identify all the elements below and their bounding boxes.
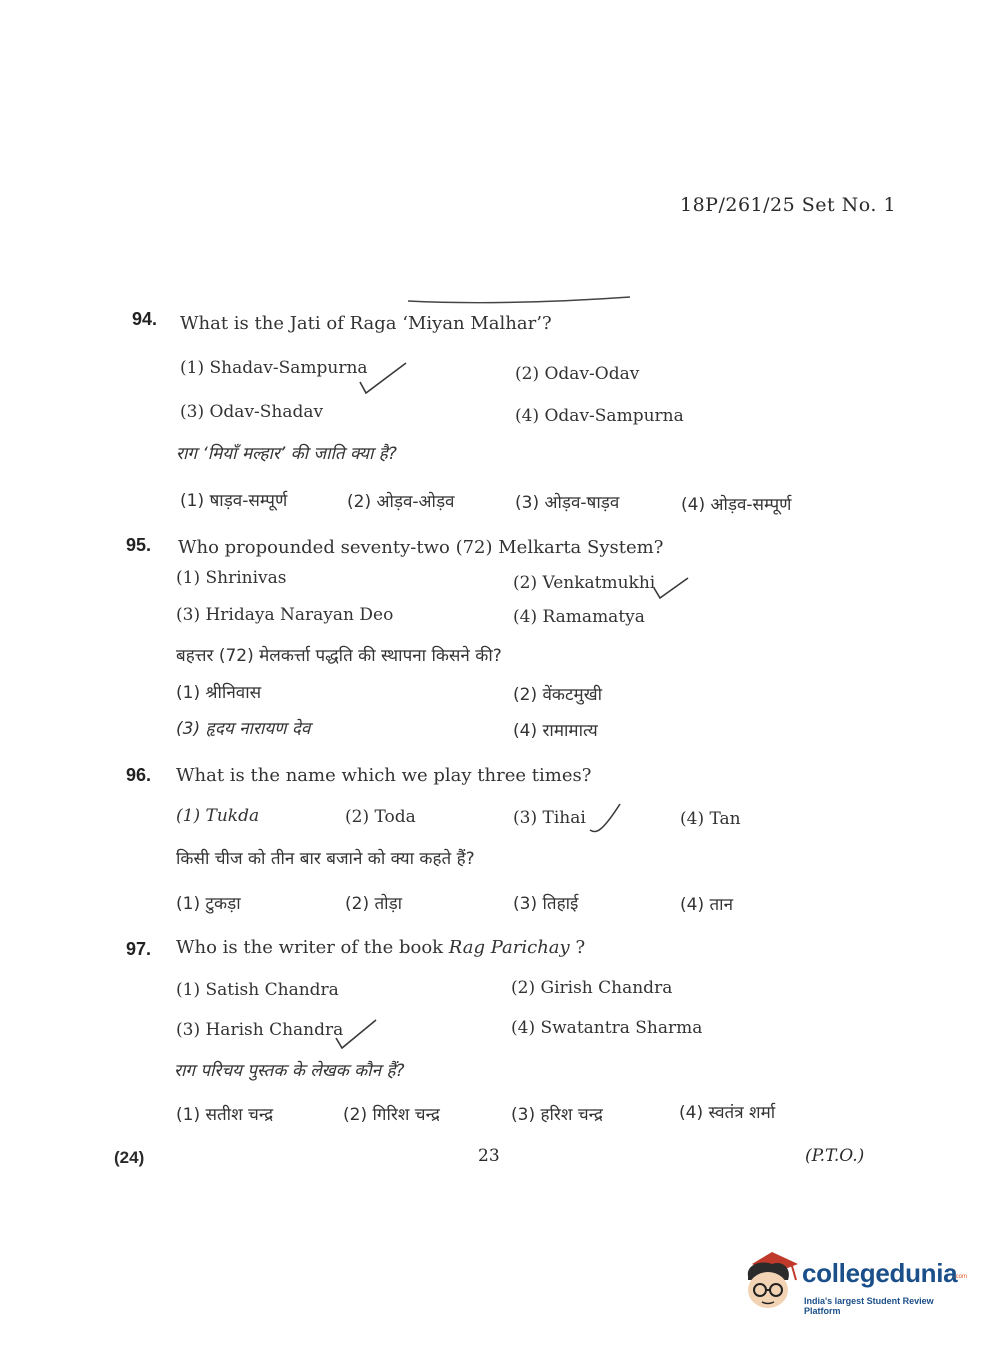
hindi-question-text: राग परिचय पुस्तक के लेखक कौन हैं? (174, 1061, 405, 1081)
page-number: 23 (478, 1146, 500, 1166)
brand-name: collegedunia (802, 1258, 958, 1288)
brand-tagline: India's largest Student Review Platform (804, 1296, 934, 1316)
hindi-option-4: (4) रामामात्य (513, 721, 598, 741)
question-number: 95. (126, 535, 152, 555)
tick-mark-icon (650, 574, 690, 604)
hindi-option-1: (1) षाड़व-सम्पूर्ण (180, 491, 288, 511)
hindi-option-2: (2) गिरिश चन्द्र (343, 1105, 440, 1125)
option-4: (4) Swatantra Sharma (511, 1018, 703, 1038)
option-4: (4) Odav-Sampurna (515, 406, 684, 426)
hindi-option-2: (2) ओड़व-ओड़व (347, 492, 455, 512)
hindi-option-4: (4) ओड़व-सम्पूर्ण (681, 495, 792, 515)
option-1: (1) Satish Chandra (176, 980, 339, 1000)
question-text: Who is the writer of the book Rag Parichay ? (176, 937, 586, 958)
hindi-option-1: (1) श्रीनिवास (176, 683, 262, 703)
pen-stroke (406, 295, 632, 305)
option-2: (2) Toda (345, 807, 416, 827)
hindi-question-text: किसी चीज को तीन बार बजाने को क्या कहते हैं? (176, 849, 475, 869)
option-3: (3) Tihai (513, 808, 586, 828)
option-3: (3) Odav-Shadav (180, 402, 324, 422)
hindi-option-3: (3) हृदय नारायण देव (176, 719, 311, 739)
hindi-option-3: (3) ओड़व-षाड़व (515, 493, 620, 513)
collegedunia-logo (742, 1250, 972, 1314)
tick-mark-icon (332, 1016, 378, 1052)
footer-question-count: (24) (114, 1148, 145, 1167)
option-1: (1) Shadav-Sampurna (180, 358, 368, 378)
student-mascot-icon (742, 1250, 800, 1312)
option-4: (4) Tan (680, 809, 741, 829)
question-text: What is the Jati of Raga ‘Miyan Malhar’? (180, 313, 552, 334)
hindi-question-text: बहत्तर (72) मेलकर्त्ता पद्धति की स्थापना किसने की? (176, 646, 502, 666)
option-1: (1) Tukda (176, 806, 260, 826)
hindi-option-4: (4) तान (680, 895, 734, 915)
hindi-option-1: (1) सतीश चन्द्र (176, 1105, 274, 1125)
question-number: 97. (126, 939, 152, 959)
question-text: What is the name which we play three times? (176, 765, 592, 786)
paper-code: 18P/261/25 Set No. 1 (680, 194, 897, 216)
option-4: (4) Ramamatya (513, 607, 645, 627)
hindi-option-2: (2) तोड़ा (345, 894, 403, 914)
hindi-option-1: (1) टुकड़ा (176, 894, 241, 914)
tick-mark-icon (588, 802, 622, 836)
option-2: (2) Odav-Odav (515, 364, 640, 384)
hindi-question-text: राग ‘मियाँ मल्हार’ की जाति क्या है? (176, 444, 397, 464)
option-3: (3) Hridaya Narayan Deo (176, 605, 394, 625)
brand-domain: .com (954, 1274, 968, 1280)
hindi-option-4: (4) स्वतंत्र शर्मा (679, 1103, 776, 1123)
pto-label: (P.T.O.) (805, 1146, 865, 1166)
hindi-option-2: (2) वेंकटमुखी (513, 685, 603, 705)
tick-mark-icon (354, 360, 408, 396)
question-number: 96. (126, 765, 152, 785)
question-number: 94. (132, 309, 158, 329)
hindi-option-3: (3) तिहाई (513, 894, 579, 914)
question-text: Who propounded seventy-two (72) Melkarta System? (178, 537, 664, 558)
option-3: (3) Harish Chandra (176, 1020, 344, 1040)
option-2: (2) Girish Chandra (511, 978, 673, 998)
hindi-option-3: (3) हरिश चन्द्र (511, 1105, 603, 1125)
option-2: (2) Venkatmukhi (513, 573, 656, 593)
option-1: (1) Shrinivas (176, 568, 287, 588)
